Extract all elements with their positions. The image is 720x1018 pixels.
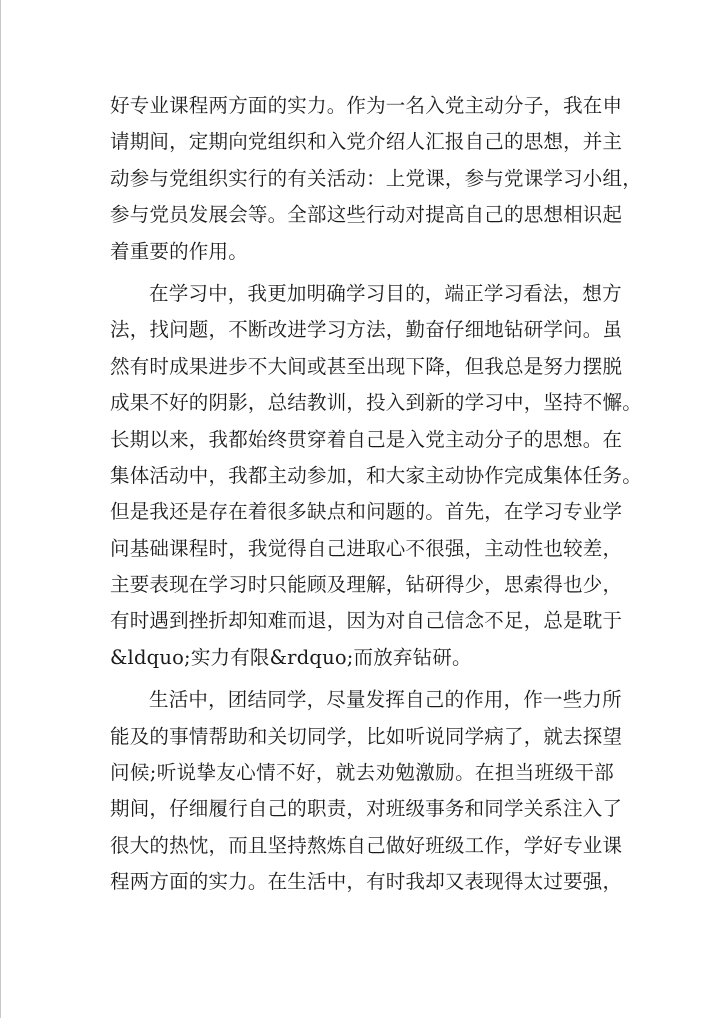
text-line: 但是我还是存在着很多缺点和问题的。首先，在学习专业学	[110, 500, 623, 524]
text-line: 有时遇到挫折却知难而退，因为对自己信念不足，总是耽于	[110, 609, 623, 633]
text-line: 主要表现在学习时只能顾及理解，钻研得少，思索得也少，	[110, 573, 623, 597]
text-line: 生活中，团结同学，尽量发挥自己的作用，作一些力所	[149, 688, 622, 712]
text-line: 法，找问题，不断改进学习方法，勤奋仔细地钻研学问。虽	[110, 318, 623, 342]
text-line: 能及的事情帮助和关切同学，比如听说同学病了，就去探望	[110, 724, 623, 748]
text-line: 程两方面的实力。在生活中，有时我却又表现得太过要强，	[110, 870, 623, 894]
text-line: 参与党员发展会等。全部这些行动对提高自己的思想相识起	[110, 203, 623, 227]
text-line: 问基础课程时，我觉得自己进取心不很强，主动性也较差，	[110, 536, 623, 560]
text-line: 长期以来，我都始终贯穿着自己是入党主动分子的思想。在	[110, 427, 623, 451]
paragraph-2	[110, 276, 642, 676]
text-line: &ldquo;实力有限&rdquo;而放弃钻研。	[110, 645, 472, 669]
text-line: 请期间，定期向党组织和入党介绍人汇报自己的思想，并主	[110, 130, 623, 154]
paragraph-1	[110, 88, 642, 270]
text-line: 期间，仔细履行自己的职责，对班级事务和同学关系注入了	[110, 797, 623, 821]
body-text	[110, 88, 642, 901]
text-line: 然有时成果进步不大间或甚至出现下降，但我总是努力摆脱	[110, 354, 623, 378]
text-line: 好专业课程两方面的实力。作为一名入党主动分子，我在申	[110, 94, 623, 117]
text-line: 在学习中，我更加明确学习目的，端正学习看法，想方	[149, 281, 622, 305]
paragraph-3	[110, 682, 623, 900]
text-line: 成果不好的阴影，总结教训，投入到新的学习中，坚持不懈。	[110, 391, 642, 415]
text-line: 很大的热忱，而且坚持熬炼自己做好班级工作，学好专业课	[110, 833, 623, 857]
text-line: 集体活动中，我都主动参加，和大家主动协作完成集体任务。	[110, 463, 642, 487]
text-line: 着重要的作用。	[110, 239, 248, 263]
text-line: 问候;听说挚友心情不好，就去劝勉激励。在担当班级干部	[110, 761, 614, 785]
text-line: 动参与党组织实行的有关活动：上党课，参与党课学习小组，	[110, 166, 642, 190]
